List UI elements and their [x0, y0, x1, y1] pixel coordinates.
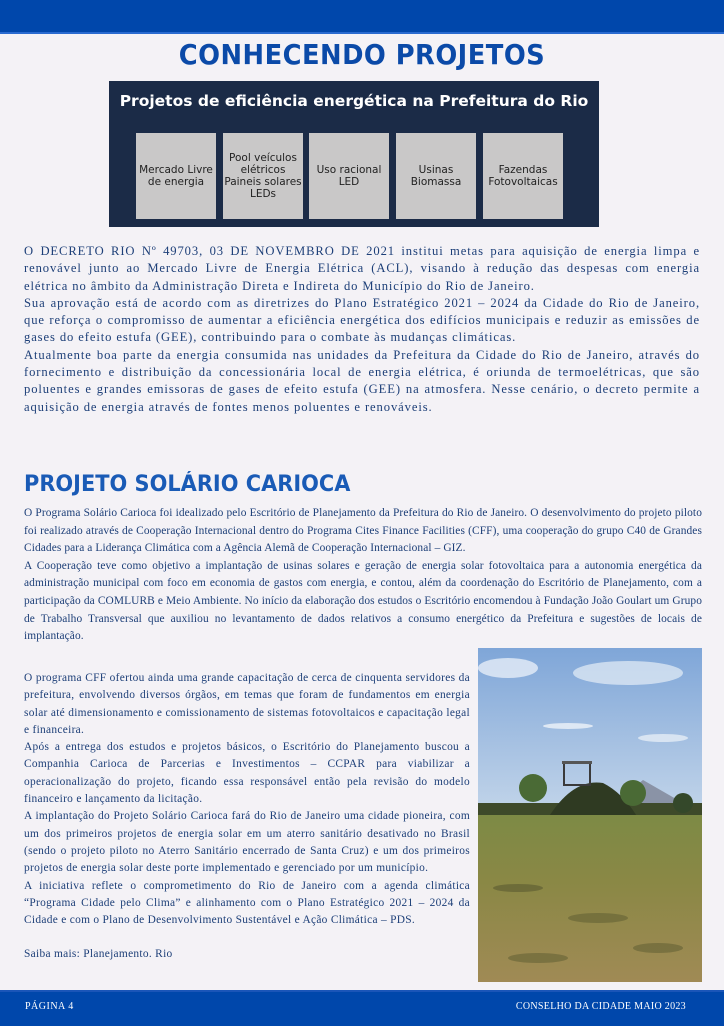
- project-cards: [136, 133, 596, 219]
- page-number: PÁGINA 4: [25, 1001, 74, 1012]
- intro-text: [24, 243, 700, 416]
- publication-info: CONSELHO DA CIDADE MAIO 2023: [515, 1001, 686, 1012]
- page-title: CONHECENDO PROJETOS: [178, 38, 546, 71]
- project-card: Mercado Livre de energia: [136, 133, 216, 219]
- paragraph: Após a entrega dos estudos e projetos básicos, o Escritório do Planejamento buscou a Companhia Carioca de Parcerias e Investimentos – CCPAR para viabilizar a operacionalização do projeto, ficando essa responsável então pela revisão do modelo financeiro e lançamento da licitação.: [24, 741, 470, 806]
- section-text-full: [24, 505, 702, 646]
- section-text-column: [24, 670, 470, 964]
- header-bar: [0, 0, 724, 34]
- footer-bar: [0, 990, 724, 1026]
- paragraph: O Programa Solário Carioca foi idealizado pelo Escritório de Planejamento da Prefeitura do Rio de Janeiro. O desenvolvimento do projeto piloto foi realizado através de Cooperação Internacional dentro do Programa Cites Finance Facilities (CFF), uma cooperação do grupo C40 de Grandes Cidades para a Liderança Climática com a Agência Alemã de Cooperação Internacional – GIZ.: [24, 507, 702, 555]
- projects-infobox: [109, 81, 599, 227]
- paragraph: O DECRETO RIO Nº 49703, 03 DE NOVEMBRO DE 2021 institui metas para aquisição de energia limpa e renovável junto ao Mercado Livre de Energia Elétrica (ACL), visando à redução das despesas com energia elétrica no âmbito da Administração Direta e Indireta do Município do Rio de Janeiro.: [24, 244, 700, 293]
- paragraph: A Cooperação teve como objetivo a implantação de usinas solares e geração de energia solar fotovoltaica para a autonomia energética da administração municipal com foco em economia de gastos com energia, e contou, além da coordenação do Escritório de Planejamento, com a participação da COMLURB e Meio Ambiente. No início da elaboração dos estudos o Escritório encomendou à Fundação João Goulart um Grupo de Trabalho Transversal que auxiliou no levantamento de dados relativos a consumo energético da Prefeitura e sugestões de locais de implantação.: [24, 559, 702, 643]
- paragraph: O programa CFF ofertou ainda uma grande capacitação de cerca de cinquenta servidores da prefeitura, envolvendo diversos órgãos, em temas que foram de fundamentos em energia solar até dimensionamento e comissionamento de sistemas fotovoltaicos e capacitação legal e financeira.: [24, 672, 470, 736]
- project-card: Fazendas Fotovoltaicas: [483, 133, 563, 219]
- landfill-photo: [478, 648, 702, 982]
- paragraph: A iniciativa reflete o comprometimento do Rio de Janeiro com a agenda climática “Programa Cidade pelo Clima” e alinhamento com o Plano Estratégico 2021 – 2024 da Cidade e com o Plano de Desenvolvimento Sustentável e Ação Climática – PDS.: [24, 879, 470, 927]
- learn-more-link[interactable]: Saiba mais: Planejamento. Rio: [24, 948, 173, 961]
- landscape-image: [478, 648, 702, 982]
- project-card: Usinas Biomassa: [396, 133, 476, 219]
- section-title: PROJETO SOLÁRIO CARIOCA: [24, 472, 351, 497]
- project-card: Pool veículos elétricos Paineis solares LEDs: [223, 133, 303, 219]
- paragraph: Sua aprovação está de acordo com as diretrizes do Plano Estratégico 2021 – 2024 da Cidade do Rio de Janeiro, que reforça o compromisso de aumentar a eficiência energética dos edifícios municipais e reduzir as emissões de gases do efeito estufa (GEE), contribuindo para o combate às mudanças climáticas.: [24, 295, 700, 345]
- infobox-title: Projetos de eficiência energética na Prefeitura do Rio: [119, 92, 589, 110]
- paragraph: Atualmente boa parte da energia consumida nas unidades da Prefeitura da Cidade do Rio de Janeiro, através do fornecimento e distribuição da concessionária local de energia elétrica, é oriunda de termoelétricas, que são poluentes e grandes emissoras de gases de efeito estufa (GEE) na atmosfera. Nesse cenário, o decreto permite a aquisição de energia através de fontes menos poluentes e renováveis.: [24, 347, 700, 414]
- project-card: Uso racional LED: [309, 133, 389, 219]
- paragraph: A implantação do Projeto Solário Carioca fará do Rio de Janeiro uma cidade pioneira, com um dos primeiros projetos de energia solar em um aterro sanitário desativado no Brasil (sendo o projeto piloto no Aterro Sanitário encerrado de Santa Cruz) e um dos primeiros projetos de energia solar deste porte implementado e gerenciado por um município.: [24, 810, 470, 875]
